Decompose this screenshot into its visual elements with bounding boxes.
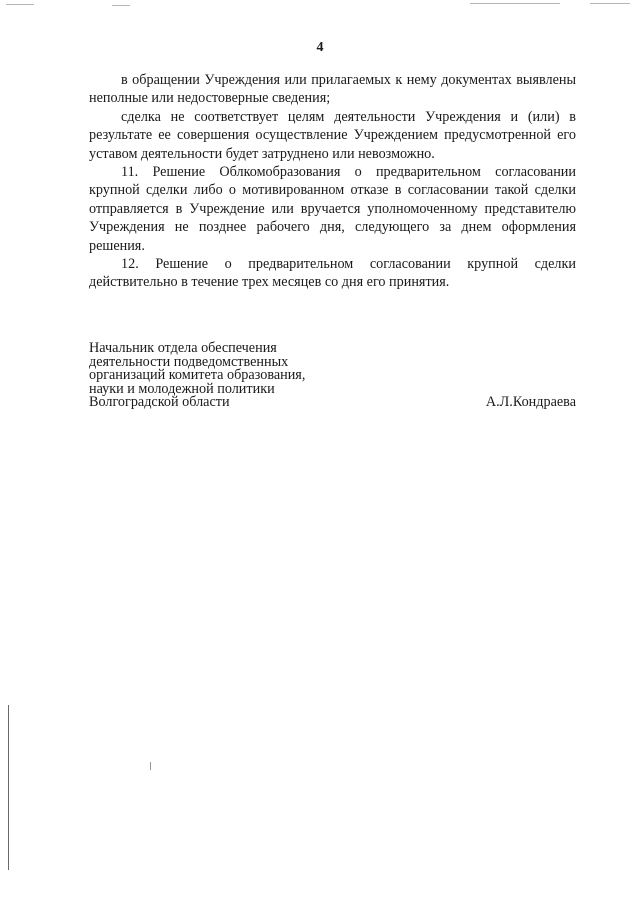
position-line: деятельности подведомственных — [89, 353, 289, 370]
position-line: организаций комитета образования, — [89, 367, 306, 383]
position-line: Начальник отдела обеспечения — [89, 340, 277, 356]
scan-noise — [470, 3, 560, 4]
position-line: Волгоградской области — [89, 394, 230, 410]
scan-noise — [590, 3, 630, 4]
scan-margin-line — [8, 705, 9, 870]
position-line: науки и молодежной политики — [89, 380, 275, 397]
paragraph: в обращении Учреждения или прилагаемых к нему документах выявлены неполные или недостоверные сведения; — [89, 72, 576, 107]
signature-block — [89, 342, 576, 410]
paragraph: 12. Решение о предварительном согласовании крупной сделки действительно в течение трех месяцев со дня его принятия. — [89, 256, 576, 291]
document-body — [89, 71, 576, 292]
page-number: 4 — [316, 40, 324, 55]
paragraph: сделка не соответствует целям деятельности Учреждения и (или) в результате ее совершения осуществление Учреждением предусмотренной его уставом деятельности будет затруднено или невозможно. — [89, 108, 576, 162]
scan-noise — [6, 4, 34, 5]
paragraph: 11. Решение Облкомобразования о предварительном согласовании крупной сделки либо о мотивированном отказе в согласовании такой сделки отправляется в Учреждение или вручается уполномоченному представителю Учреждения не позднее рабочего дня, следующего за днем оформления решения. — [89, 164, 576, 254]
signatory-name: А.Л.Кондраева — [485, 394, 576, 410]
scan-noise — [112, 5, 130, 6]
scan-speck — [150, 762, 151, 770]
